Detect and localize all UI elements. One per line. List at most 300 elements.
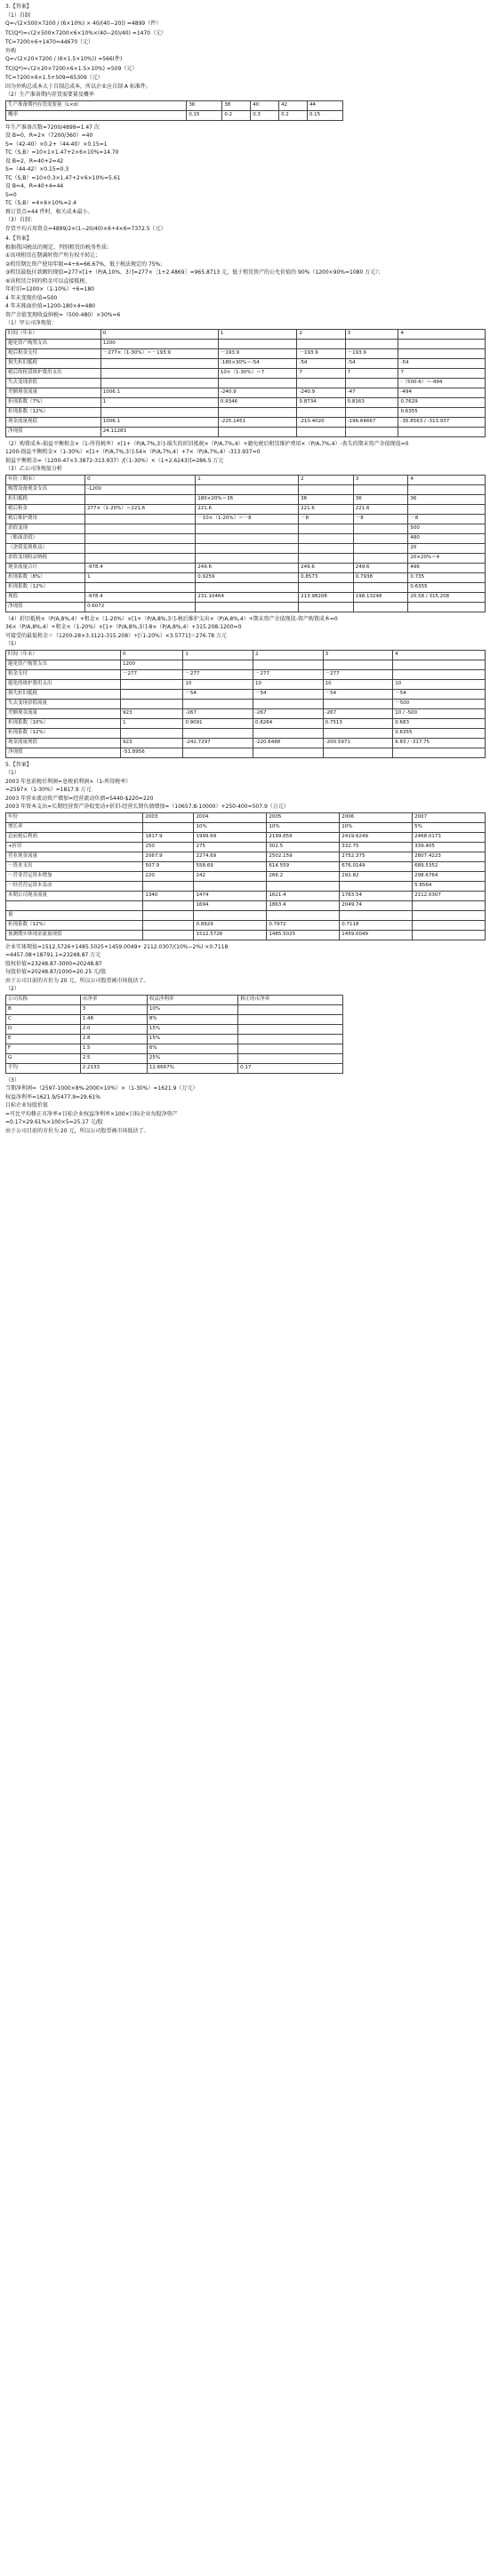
table-row <box>6 563 486 572</box>
table-row <box>6 494 486 504</box>
table-cell: 税后租金 <box>6 504 85 514</box>
table-cell: 避免的维护费用支出 <box>6 679 121 689</box>
table-row <box>6 728 486 738</box>
table-cell <box>196 543 299 553</box>
text-line: （2） <box>5 986 20 992</box>
table-cell <box>85 524 196 533</box>
table-cell <box>143 900 194 910</box>
table-cell: 507.9 <box>143 861 194 871</box>
table-cell: 500 <box>408 524 486 533</box>
table-cell: 0.6072 <box>85 602 196 612</box>
table-cell: 本期公司现金流量 <box>6 891 143 900</box>
column-header: 1 <box>196 475 299 484</box>
table-row <box>6 388 486 397</box>
table-cell: 0.7118 <box>340 920 413 930</box>
table-row <box>6 842 486 852</box>
table-cell: 0.8163 <box>345 397 398 407</box>
table-row <box>6 1004 343 1014</box>
text-line: 2003 年息前税后利润=息税前利润×（1-所得税率） <box>5 778 132 785</box>
table-cell: 息前税后利润 <box>6 832 143 842</box>
text-line: 设 B=4，R=40+4=44 <box>5 183 64 189</box>
table-row <box>6 504 486 514</box>
column-header: 年份（期末） <box>6 475 85 484</box>
text-line: =可比平均修正市净率×目标企业权益净利率×100×目标企业每股净资产 <box>5 1110 178 1117</box>
table-cell <box>393 669 486 679</box>
table-cell: F <box>6 1044 81 1053</box>
table-header-row <box>6 329 486 339</box>
column-header: 4 <box>398 329 486 339</box>
table-cell: 220 <box>143 871 194 881</box>
table-cell <box>299 582 354 592</box>
table-row <box>6 582 486 592</box>
column-header: 公司名称 <box>6 995 81 1004</box>
table-cell: 1006.1 <box>100 417 218 427</box>
table-cell <box>267 881 340 891</box>
formula-line: TC(Q*)=√(2×500×7200×6×10%×(40−20)/40) =1470（元） <box>5 29 167 36</box>
table-cell <box>353 543 408 553</box>
table-cell: 36 <box>353 494 408 504</box>
table-cell: 10% <box>194 822 267 832</box>
comparable-companies-table <box>5 995 343 1074</box>
table-cell: 249.6 <box>196 563 299 572</box>
table-row <box>6 1034 343 1044</box>
column-header: 年份 <box>6 812 143 822</box>
table-cell: -978.4 <box>85 592 196 602</box>
table-row <box>6 718 486 728</box>
table-cell: 0.6355 <box>408 582 486 592</box>
table-cell <box>121 699 183 708</box>
text-line: 因为外购总成本大于自制总成本，所以企业应自制 A 标准件。 <box>5 83 151 90</box>
table-row <box>6 110 343 120</box>
table-cell <box>413 920 486 930</box>
table-cell: 差额现金流量 <box>6 708 121 718</box>
table-cell: 275 <box>194 842 267 852</box>
table-cell <box>353 484 408 494</box>
table-cell: 10 <box>393 679 486 689</box>
table-cell: －193.9 <box>218 348 297 358</box>
table-cell <box>238 1053 343 1063</box>
text-line: （2）购置成本-损益平衡租金×（1-所得税率）×[1+（P/A,7%,3）]-损失的折旧抵税×（P/A,7%,4）+避免税后租赁维护费用×（P/A,7%,4）-丧失的期末资产余值现值=0 <box>5 440 409 447</box>
table-cell <box>183 728 253 738</box>
text-line: （3）乙公司净现值分析 <box>5 466 62 472</box>
table-cell: 2752.375 <box>340 852 413 861</box>
table-cell: 40 <box>251 100 279 110</box>
text-line: TC=7200×6×1.5+509=65309（元） <box>5 75 103 81</box>
table-cell <box>323 660 393 669</box>
table-cell: 298.6764 <box>413 871 486 881</box>
column-header: 2007 <box>413 812 486 822</box>
table-cell: －54 <box>183 689 253 699</box>
table-cell <box>85 543 196 553</box>
table-cell: 2419.6249 <box>340 832 413 842</box>
table-cell: 折现系数（8%） <box>6 572 85 582</box>
table-cell: 0.8264 <box>253 718 324 728</box>
table-cell: 3 <box>80 1004 147 1014</box>
column-header: 3 <box>353 475 408 484</box>
text-line: （5） <box>5 641 20 647</box>
table-cell <box>143 881 194 891</box>
table-cell: －经营营运资本变动 <box>6 881 143 891</box>
column-header: 2004 <box>194 812 267 822</box>
text-line: （2）生产准备期内存货需要量及概率 <box>5 92 94 98</box>
table-cell: 0.9346 <box>218 397 297 407</box>
table-cell <box>196 484 299 494</box>
table-cell <box>143 920 194 930</box>
table-cell: 1817.9 <box>143 832 194 842</box>
section-title: 5.【答案】 <box>5 761 32 768</box>
table-cell: 15% <box>147 1034 237 1044</box>
section-title: 4.【答案】 <box>5 236 32 242</box>
table-cell: -242.7297 <box>183 738 253 748</box>
table-cell: 2274.69 <box>194 852 267 861</box>
table-cell <box>393 748 486 757</box>
table-row <box>6 669 486 679</box>
table-cell: －54 <box>323 689 393 699</box>
table-cell: 税后的租赁维护费用支出 <box>6 368 101 378</box>
text-line: 每股价值=20248.87/1000=20.25 元/股 <box>5 969 107 975</box>
column-header: 1 <box>183 650 253 660</box>
table-cell: 2468.0173 <box>413 832 486 842</box>
table-cell <box>297 339 345 348</box>
table-cell: 10% <box>147 1004 237 1014</box>
table-cell: C <box>6 1014 81 1024</box>
section-4 <box>5 236 493 758</box>
table-cell: 5.8564 <box>413 881 486 891</box>
table-cell: －54 <box>393 689 486 699</box>
table-cell <box>299 484 354 494</box>
text-line: 存货平均占用资金=4899/2×(1−20/40)×6+4×6=7372.5（元） <box>5 225 166 232</box>
table-cell: -51.8956 <box>121 748 183 757</box>
table-cell: 净现值 <box>6 427 101 436</box>
text-line: 外购 <box>5 47 17 54</box>
table-cell: 折现系数（12%） <box>6 407 101 417</box>
table-cell <box>353 602 408 612</box>
text-line: TC（S,B）=10×1×1.47+2×6×10%=14.70 <box>5 149 119 156</box>
table-cell <box>121 679 183 689</box>
table-row <box>6 1053 343 1063</box>
text-line: 当期净利润=（2597-1000×8%-2000×10%）×（1-30%）=1621.9（万元） <box>5 1085 198 1092</box>
subheading: （1）自制 <box>5 12 30 19</box>
npv-table-a <box>5 329 486 437</box>
table-cell: 614.559 <box>267 861 340 871</box>
table-cell <box>299 543 354 553</box>
column-header: 3 <box>323 650 393 660</box>
table-cell: 10% <box>340 822 413 832</box>
table-cell: -（500-6）＝-494 <box>398 378 486 388</box>
table-header-row <box>6 812 486 822</box>
table-cell: 2199.659 <box>267 832 340 842</box>
table-cell <box>253 699 324 708</box>
table-cell <box>238 1034 343 1044</box>
section-title: 3.【答案】 <box>5 4 32 10</box>
text-line: 损益平衡租金=（1200-47×3.3872-313.937）/[（1-30%）×（1+2.6243)]=286.5 万元 <box>5 457 224 464</box>
table-cell <box>299 602 354 612</box>
table-cell: -267 <box>253 708 324 718</box>
text-line: 由于公司目前的市价为 20 元，所以公司股票被市场低估了。 <box>5 1127 149 1134</box>
table-row <box>6 407 486 417</box>
column-header: 0 <box>100 329 218 339</box>
table-cell <box>196 602 299 612</box>
table-cell: -267 <box>183 708 253 718</box>
table-cell: 923 <box>121 738 183 748</box>
table-cell: 1 <box>121 718 183 728</box>
table-cell: 0.7938 <box>353 572 408 582</box>
text-line: （1） <box>5 770 20 776</box>
table-cell <box>340 881 413 891</box>
table-row <box>6 417 486 427</box>
text-line: 设 B=2，R=40+2=42 <box>5 157 64 164</box>
text-line: ①该项租赁在期满时资产所有权不转让； <box>5 252 101 259</box>
text-line: （3） <box>5 1076 20 1084</box>
table-cell <box>183 660 253 669</box>
table-row <box>6 852 486 861</box>
table-cell <box>121 728 183 738</box>
text-line: 股权价值=23248.87-3000=20248.87 <box>5 960 102 967</box>
column-header: 4 <box>393 650 486 660</box>
table-cell: 242 <box>194 871 267 881</box>
column-header: 2 <box>299 475 354 484</box>
text-line: 36×（P/A,8%,4）+租金×（1-20%）×[1+（P/A,8%,3）]-8×（P/A,8%,4）+315.208-1200=0 <box>5 624 242 630</box>
table-cell: 0.17 <box>238 1063 343 1073</box>
table-cell: －10×（1-20%）＝－8 <box>196 514 299 524</box>
section-5 <box>5 762 493 1135</box>
table-cell: 差额现金流量 <box>6 388 101 397</box>
table-cell: 折现系数（10%） <box>6 718 121 728</box>
text-line: （1）甲公司净现值： <box>5 320 57 326</box>
table-cell: 231.10464 <box>196 592 299 602</box>
table-row <box>6 572 486 582</box>
table-cell: 0.735 <box>408 572 486 582</box>
table-row <box>6 748 486 757</box>
table-cell <box>196 533 299 543</box>
table-cell: 量 <box>6 910 143 920</box>
table-cell: 0.3 <box>251 110 279 120</box>
table-cell: （余值变现收益） <box>6 543 85 553</box>
table-cell: 213.98208 <box>299 592 354 602</box>
table-cell: 现金流量合计 <box>6 563 85 572</box>
table-cell <box>143 930 194 940</box>
table-row <box>6 900 486 910</box>
table-cell: 7 <box>297 368 345 378</box>
table-cell: 折旧抵税 <box>6 494 85 504</box>
table-row <box>6 679 486 689</box>
table-cell <box>238 1024 343 1034</box>
table-cell: 1783.54 <box>340 891 413 900</box>
cash-flow-forecast-table <box>5 812 486 940</box>
table-cell: 折现系数（12%） <box>6 920 143 930</box>
table-cell: 1 <box>85 572 196 582</box>
table-cell: －500 <box>393 699 486 708</box>
table-cell: 0.2 <box>279 110 308 120</box>
table-cell <box>408 602 486 612</box>
table-row <box>6 348 486 358</box>
table-cell <box>238 1044 343 1053</box>
column-header: 修正的市净率 <box>238 995 343 1004</box>
table-cell: 余值变现 <box>6 524 85 533</box>
table-cell: 1999.69 <box>194 832 267 842</box>
table-row <box>6 543 486 553</box>
column-header: 2 <box>297 329 345 339</box>
table-header-row <box>6 475 486 484</box>
column-header: 权益净利率 <box>147 995 237 1004</box>
text-line: 年生产准备次数=7200/4899=1.47 次 <box>5 124 100 131</box>
table-row <box>6 358 486 368</box>
table-cell: 20×20%＝4 <box>408 553 486 563</box>
table-cell: －8 <box>299 514 354 524</box>
table-cell: G <box>6 1053 81 1063</box>
text-line: 目标企业每股价值 <box>5 1102 49 1108</box>
table-cell: 2067.9 <box>143 852 194 861</box>
table-cell <box>413 910 486 920</box>
text-line: 1200-损益平衡租金×（1-30%）×[1+（P/A,7%,3）]-54×（P/A,7%,4）+7×（P/A,7%,4）-313.937=0 <box>5 449 261 455</box>
table-row <box>6 689 486 699</box>
table-cell: 7 <box>398 368 486 378</box>
table-cell: 221.6 <box>353 504 408 514</box>
table-cell: －54 <box>253 689 324 699</box>
table-cell: 292.82 <box>340 871 413 881</box>
text-line: TC（S,B）=10×0.3×1.47+2×6×10%=5.61 <box>5 174 121 181</box>
table-cell: 0.6355 <box>398 407 486 417</box>
table-cell <box>218 339 297 348</box>
table-cell: 249.6 <box>353 563 408 572</box>
text-line: （4）折旧抵税×（P/A,8%,4）+租金×（1-20%）×[1+（P/A,8%,3）]-税后维护支出×（P/A,8%,4）+期末资产余值现值-资产购置成本=0 <box>5 615 338 622</box>
table-cell <box>253 660 324 669</box>
table-cell: 2.5 <box>80 1053 147 1063</box>
table-row <box>6 427 486 436</box>
table-row <box>6 708 486 718</box>
table-cell <box>267 910 340 920</box>
table-cell: 现金流量现值 <box>6 738 121 748</box>
table-cell <box>299 553 354 563</box>
table-cell: -220.6488 <box>253 738 324 748</box>
table-row <box>6 1014 343 1024</box>
table-cell: 损失折旧抵税 <box>6 689 121 699</box>
table-cell <box>393 660 486 669</box>
npv-table-b <box>5 475 486 612</box>
table-cell: －193.9 <box>345 348 398 358</box>
formula-line: Q=√(2×500×7200 / (6×10%) × 40/(40−20)) =4899（件） <box>5 20 162 27</box>
column-header: 2 <box>253 650 324 660</box>
table-cell: 10×（1-30%）＝7 <box>218 368 297 378</box>
text-line: 2003 年营业流动资产增加=经营流动负债=5440-$220=220 <box>5 795 154 802</box>
text-line: 由于公司目前的市价为 20 元，所以公司股票被市场低估了。 <box>5 977 149 984</box>
table-cell <box>85 582 196 592</box>
text-line: TC=7200×6+1470=44670（元） <box>5 39 94 45</box>
table-cell <box>85 553 196 563</box>
table-cell: 折现系数（7%） <box>6 397 101 407</box>
table-cell: －277 <box>323 669 393 679</box>
table-cell: 480 <box>408 533 486 543</box>
table-cell <box>183 699 253 708</box>
table-cell: -196.64667 <box>345 417 398 427</box>
table-cell: 避免资产购置支出 <box>6 339 101 348</box>
table-cell <box>353 533 408 543</box>
table-cell: 购置设备现金支出 <box>6 484 85 494</box>
table-cell <box>297 407 345 417</box>
table-row <box>6 397 486 407</box>
column-header: 0 <box>85 475 196 484</box>
table-cell: 税后租金支付 <box>6 348 101 358</box>
table-cell: 689.5352 <box>413 861 486 871</box>
text-line: 权益净利率=1621.9/5477.9=29.61% <box>5 1093 100 1100</box>
table-cell: -200.5971 <box>323 738 393 748</box>
table-cell: D <box>6 1024 81 1034</box>
section-3 <box>5 4 493 232</box>
table-row <box>6 660 486 669</box>
table-cell <box>323 728 393 738</box>
table-cell: 7 <box>345 368 398 378</box>
table-cell <box>238 1004 343 1014</box>
table-cell: 42 <box>279 100 308 110</box>
table-cell: 2502.159 <box>267 852 340 861</box>
table-cell: 6.83 / -317.75 <box>393 738 486 748</box>
table-cell: +折旧 <box>6 842 143 852</box>
table-cell: 5% <box>413 822 486 832</box>
table-cell <box>6 900 143 910</box>
table-cell <box>121 689 183 699</box>
table-cell: 24.11283 <box>100 427 218 436</box>
table-row <box>6 1024 343 1034</box>
table-cell: 339.405 <box>413 842 486 852</box>
table-cell: 净现值 <box>6 748 121 757</box>
table-cell: 生产准备期内存货需要量（L×d） <box>6 100 187 110</box>
table-cell: 38 <box>222 100 251 110</box>
table-cell: 1694 <box>194 900 267 910</box>
table-row <box>6 602 486 612</box>
text-line: ②租赁期比资产使用年限=4÷6=66.67%，低于税法规定的 75%； <box>5 260 166 268</box>
table-cell: 余值变现收益纳税 <box>6 553 85 563</box>
table-row <box>6 100 343 110</box>
table-cell <box>253 728 324 738</box>
text-line: 根据我国税法的规定，判别租赁的税务性质： <box>5 244 113 251</box>
table-cell: 221.6 <box>299 504 354 514</box>
formula-line: TC(Q*)=√(2×20×7200×6×1.5×10%) =509（元） <box>5 65 138 72</box>
table-cell: 496 <box>408 563 486 572</box>
text-line: 年折旧=1200×（1-10%）÷6=180 <box>5 286 94 292</box>
table-cell: 1.5 <box>80 1044 147 1053</box>
table-row <box>6 339 486 348</box>
table-cell: 558.69 <box>194 861 267 871</box>
table-cell <box>218 378 297 388</box>
table-cell: 1512.5726 <box>194 930 267 940</box>
table-cell <box>323 699 393 708</box>
table-cell <box>194 910 267 920</box>
text-line: =4457.08+18791.1=23248.87 万元 <box>5 952 101 958</box>
table-cell: 676.0149 <box>340 861 413 871</box>
table-cell <box>218 427 297 436</box>
table-header-row <box>6 995 343 1004</box>
table-cell: -54 <box>297 358 345 368</box>
table-cell: 0.2 <box>222 110 251 120</box>
table-cell: 923 <box>121 708 183 718</box>
npv-table-c <box>5 650 486 758</box>
table-cell: －193.9 <box>297 348 345 358</box>
table-row <box>6 861 486 871</box>
table-row <box>6 553 486 563</box>
table-cell: 10 <box>183 679 253 689</box>
table-row <box>6 822 486 832</box>
table-cell <box>194 881 267 891</box>
table-cell: 1863.4 <box>267 900 340 910</box>
table-cell <box>398 427 486 436</box>
table-cell: 36 <box>408 494 486 504</box>
table-row <box>6 738 486 748</box>
table-cell: 2.2133 <box>80 1063 147 1073</box>
table-cell: -54 <box>398 358 486 368</box>
text-line: S=0 <box>5 191 17 198</box>
table-cell <box>340 910 413 920</box>
table-cell <box>253 748 324 757</box>
